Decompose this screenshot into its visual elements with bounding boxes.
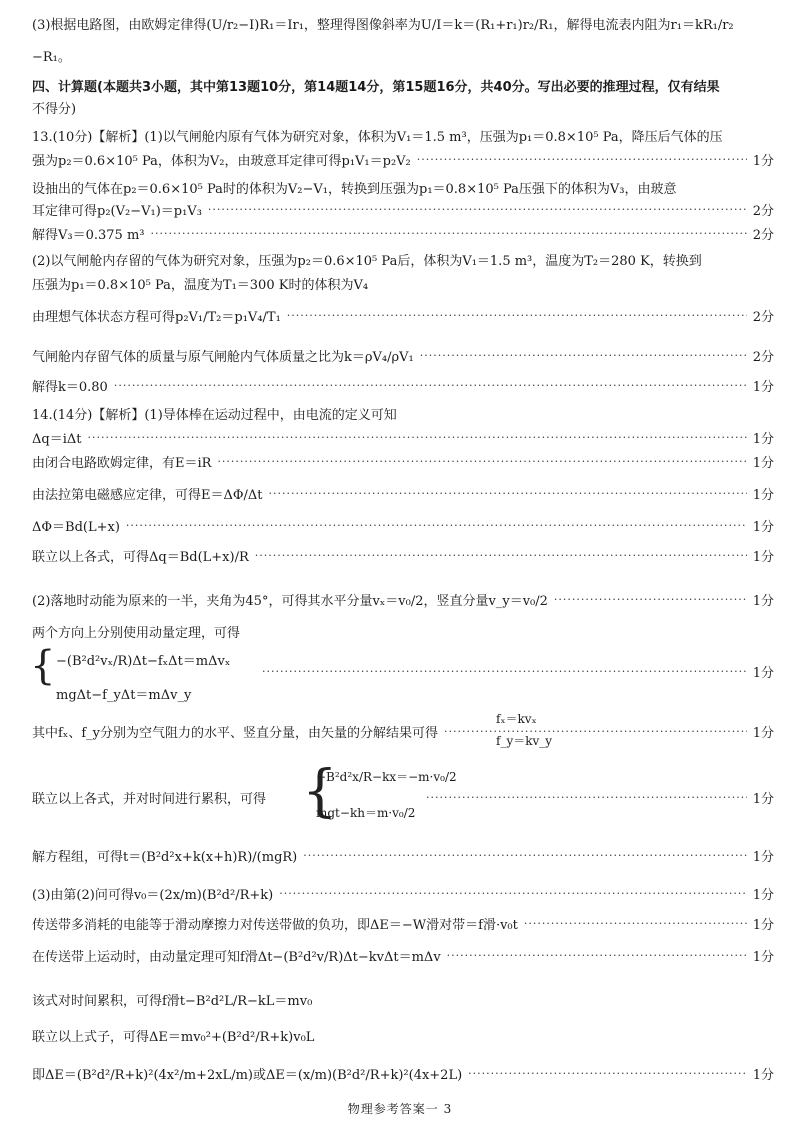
q13-line-10: 解得k＝0.80 ····· 1分 [32,376,774,395]
q13-line-5: 解得V₃＝0.375 m³ ····· 2分 [32,224,774,243]
q14-line-15: 该式对时间累积，可得f滑t−B²d²L/R−kL＝mv₀ [32,994,313,1009]
eq-system-1b: mgΔt−f_yΔt＝mΔv_y [56,688,192,703]
q14-line-6: 联立以上各式，可得Δq＝Bd(L+x)/R ····· 1分 [32,546,774,565]
q13-line-1: 13.(10分)【解析】(1)以气闸舱内原有气体为研究对象，体积为V₁＝1.5 m³，压强为p₁＝0.8×10⁵ Pa，降压后气体的压 [32,130,723,145]
eq-system-1-points: ····· 1分 [56,662,774,681]
q14-line-4: 由法拉第电磁感应定律，可得E＝ΔΦ/Δt ····· 1分 [32,484,774,503]
q14-line-7: (2)落地时动能为原来的一半，夹角为45°，可得其水平分量vₓ＝v₀/2，竖直分量v_y＝v₀/2 ····· 1分 [32,590,774,609]
line-1: (3)根据电路图，由欧姆定律得(U/r₂−I)R₁＝Ir₁，整理得图像斜率为U/I＝k＝(R₁+r₁)r₂/R₁，解得电流表内阻为r₁＝kR₁/r₂ [32,18,734,33]
q14-line-14: 在传送带上运动时，由动量定理可知f滑Δt−(B²d²v/R)Δt−kvΔt＝mΔv ····· 1分 [32,946,774,965]
q14-line-2: Δq＝iΔt ····· 1分 [32,428,774,447]
q13-line-3: 设抽出的气体在p₂＝0.6×10⁵ Pa时的体积为V₂−V₁，转换到压强为p₁＝0.8×10⁵ Pa压强下的体积为V₃，由玻意 [32,182,677,197]
q14-line-5: ΔΦ＝Bd(L+x) ····· 1分 [32,516,774,535]
q14-line-13: 传送带多消耗的电能等于滑动摩擦力对传送带做的负功，即ΔE＝−W滑对带＝f滑·v₀t ····· 1分 [32,914,774,933]
section-heading: 四、计算题(本题共3小题，其中第13题10分，第14题14分，第15题16分，共40分。写出必要的推理过程，仅有结果 [32,80,720,95]
section-heading-cont: 不得分) [32,102,77,117]
q14-line-1: 14.(14分)【解析】(1)导体棒在运动过程中，由电流的定义可知 [32,408,397,423]
brace-1: { [30,643,56,689]
q14-line-9: 其中fₓ、f_y分别为空气阻力的水平、竖直分量，由矢量的分解结果可得 ····· 1分 [32,722,774,741]
q14-line-10: 联立以上各式，并对时间进行累积，可得 ····· 1分 [32,788,774,807]
q13-line-2: 强为p₂＝0.6×10⁵ Pa，体积为V₂，由玻意耳定律可得p₁V₁＝p₂V₂ ····· 1分 [32,150,774,169]
q13-line-6: (2)以气闸舱内存留的气体为研究对象，压强为p₂＝0.6×10⁵ Pa后，体积为V₁＝1.5 m³，温度为T₂＝280 K，转换到 [32,254,702,269]
q14-line-17: 即ΔE＝(B²d²/R+k)²(4x²/m+2xL/m)或ΔE＝(x/m)(B²d²/R+k)²(4x+2L) ····· 1分 [32,1064,774,1083]
q13-line-4: 耳定律可得p₂(V₂−V₁)＝p₁V₃ ····· 2分 [32,200,774,219]
eq-system-2b: f_y＝kv_y [496,734,553,748]
q14-line-11: 解方程组，可得t＝(B²d²x+k(x+h)R)/(mgR) ····· 1分 [32,846,774,865]
eq-system-2a: fₓ＝kvₓ [496,712,537,726]
line-2: −R₁。 [32,50,71,65]
eq-system-1a: −(B²d²vₓ/R)Δt−fₓΔt＝mΔvₓ [56,654,231,669]
eq-system-3a: −B²d²x/R−kx＝−m·v₀/2 [316,770,457,784]
brace-3: { [302,759,338,824]
q13-line-7: 压强为p₁＝0.8×10⁵ Pa，温度为T₁＝300 K时的体积为V₄ [32,278,369,293]
page-footer: 物理参考答案一 3 [347,1102,453,1116]
q14-line-3: 由闭合电路欧姆定律，有E＝iR ····· 1分 [32,452,774,471]
q14-line-12: (3)由第(2)问可得v₀＝(2x/m)(B²d²/R+k) ····· 1分 [32,884,774,903]
q13-line-9: 气闸舱内存留气体的质量与原气闸舱内气体质量之比为k＝ρV₄/ρV₁ ····· 2分 [32,346,774,365]
eq-system-3b: mgt−kh＝m·v₀/2 [316,806,416,820]
q14-line-8: 两个方向上分别使用动量定理，可得 [32,626,241,641]
q13-line-8: 由理想气体状态方程可得p₂V₁/T₂＝p₁V₄/T₁ ····· 2分 [32,306,774,325]
q14-line-16: 联立以上式子，可得ΔE＝mv₀²+(B²d²/R+k)v₀L [32,1030,315,1045]
